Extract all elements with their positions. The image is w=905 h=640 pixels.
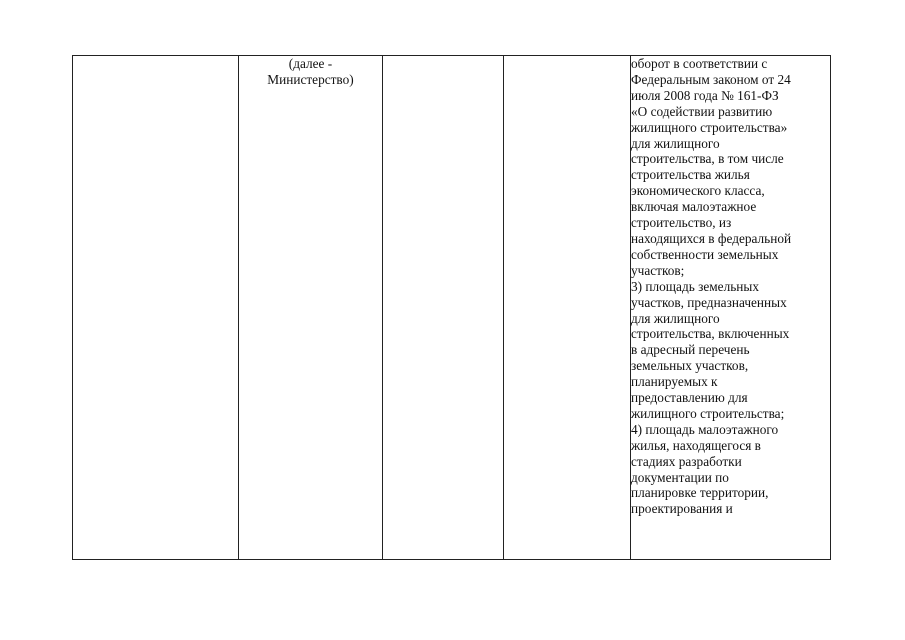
table-cell-col4 xyxy=(504,56,631,560)
cell-text-line: жилья, находящегося в xyxy=(631,437,761,453)
cell-text-line: Федеральным законом от 24 xyxy=(631,71,791,87)
cell-text-line: строительства, включенных xyxy=(631,326,790,342)
cell-text-line: июля 2008 года № 161-ФЗ xyxy=(631,87,779,103)
cell-text-line: включая малоэтажное xyxy=(631,199,757,215)
table-cell-col1 xyxy=(73,56,239,560)
cell-text-line: «О содействии развитию xyxy=(631,103,773,119)
cell-text-line: стадиях разработки xyxy=(631,453,742,469)
cell-text-line: собственности земельных xyxy=(631,246,779,262)
cell-text-line: оборот в соответствии с xyxy=(631,56,768,71)
cell-text-line: для жилищного xyxy=(631,135,720,151)
cell-text-line: строительства, в том числе xyxy=(631,151,784,167)
table-cell-col3 xyxy=(383,56,504,560)
cell-text-line: планировке территории, xyxy=(631,485,769,501)
cell-text-line: жилищного строительства» xyxy=(631,119,788,135)
cell-text-line: строительства жилья xyxy=(631,167,750,183)
table-cell-col2 xyxy=(239,56,383,560)
cell-text-line: документации по xyxy=(631,469,729,485)
table-cell-col5 xyxy=(631,56,831,560)
cell-text-line: находящихся в федеральной xyxy=(631,230,792,246)
cell-text-line: 3) площадь земельных xyxy=(631,278,759,294)
cell-text-line: (далее - xyxy=(288,56,333,71)
cell-text-line: участков, предназначенных xyxy=(631,294,787,310)
document-table xyxy=(72,55,831,560)
cell-text-line: проектирования и xyxy=(631,501,733,517)
cell-text-line: участков; xyxy=(631,262,685,278)
cell-text-line: предоставлению для xyxy=(631,390,748,406)
cell-text-line: экономического класса, xyxy=(631,183,765,199)
cell-text-line: Министерство) xyxy=(267,71,354,87)
cell-text-line: 4) площадь малоэтажного xyxy=(631,421,779,437)
cell-text-line: земельных участков, xyxy=(631,358,749,374)
cell-text-line: для жилищного xyxy=(631,310,720,326)
table-row xyxy=(73,56,831,560)
cell-text-line: жилищного строительства; xyxy=(631,405,785,421)
cell-text-line: планируемых к xyxy=(631,374,718,390)
cell-text-line: в адресный перечень xyxy=(631,342,750,358)
cell-text-line: строительство, из xyxy=(631,215,732,231)
